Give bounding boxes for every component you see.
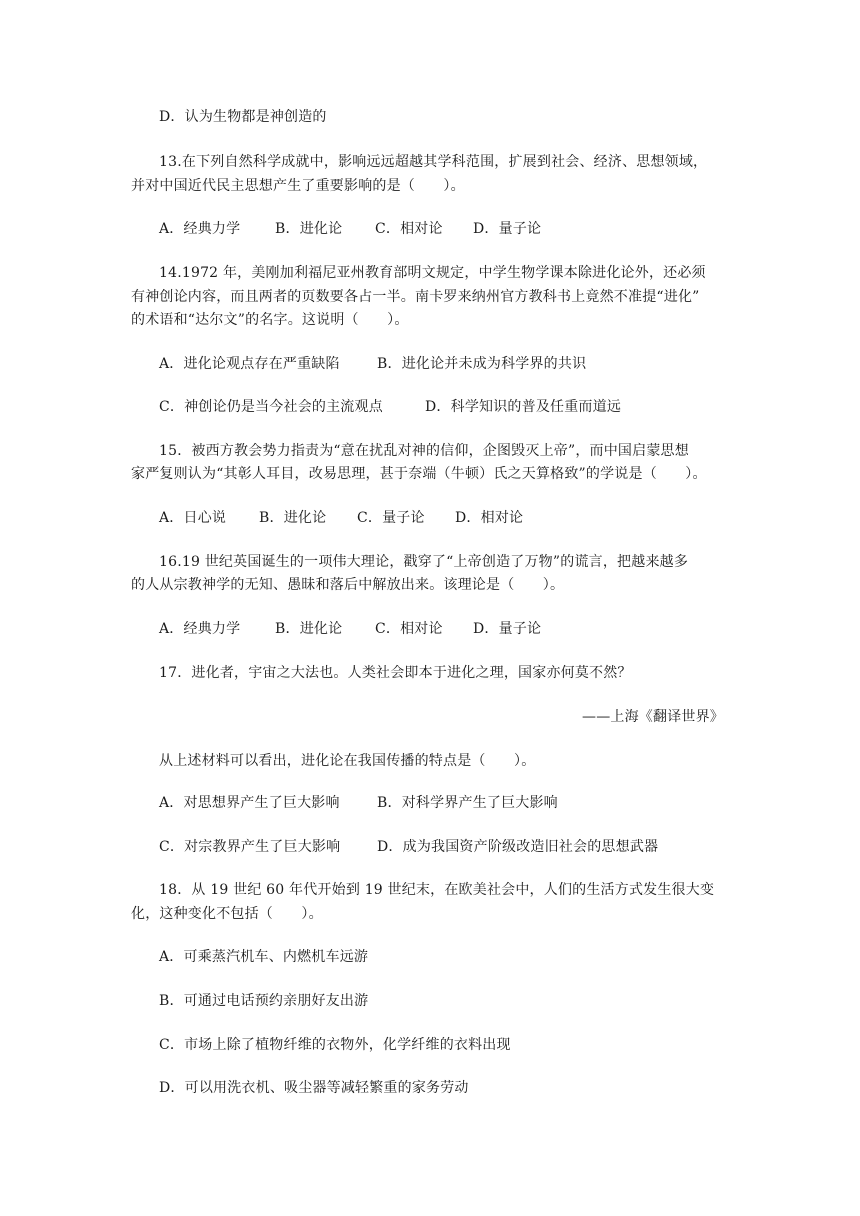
q18-stem-line2: 化，这种变化不包括（ ）。 (131, 906, 323, 922)
q13-stem-line2: 并对中国近代民主思想产生了重要影响的是（ ）。 (131, 178, 465, 194)
q18-option-a: A．可乘蒸汽机车、内燃机车远游 (159, 949, 369, 965)
q17-quote: 17．进化者，宇宙之大法也。人类社会即本于进化之理，国家亦何莫不然？ (159, 665, 632, 681)
q15-option-b: B．进化论 (259, 510, 327, 526)
q17-option-a: A．对思想界产生了巨大影响 (159, 795, 340, 811)
q17-stem: 从上述材料可以看出，进化论在我国传播的特点是（ ）。 (159, 753, 536, 769)
q18-option-b: B．可通过电话预约亲朋好友出游 (159, 993, 369, 1009)
q15-stem-line2: 家严复则认为“其彰人耳目，改易思理，甚于奈端（牛顿）氏之天算格致”的学说是（ ）。 (131, 466, 707, 482)
q18-stem-line1: 18．从 19 世纪 60 年代开始到 19 世纪末，在欧美社会中，人们的生活方式发生很大变 (159, 882, 715, 898)
q15-option-a: A．日心说 (159, 510, 227, 526)
q14-stem-line3: 的术语和“达尔文”的名字。这说明（ ）。 (131, 312, 409, 328)
q17-option-b: B．对科学界产生了巨大影响 (377, 795, 558, 811)
q16-options (159, 619, 541, 639)
q17-options-row2 (159, 837, 658, 857)
q14-stem-line2: 有神创论内容，而且两者的页数要各占一半。南卡罗来纳州官方教科书上竟然不准提“进化” (131, 289, 700, 305)
q14-options-row1 (159, 354, 586, 374)
q15-options (159, 508, 523, 528)
q17-option-d: D．成为我国资产阶级改造旧社会的思想武器 (377, 839, 659, 855)
q14-option-d: D．科学知识的普及任重而道远 (425, 399, 622, 415)
q15-stem-line1: 15．被西方教会势力指责为“意在扰乱对神的信仰，企图毁灭上帝”，而中国启蒙思想 (159, 443, 689, 459)
q13-option-d: D．量子论 (473, 221, 542, 237)
q16-option-d: D．量子论 (473, 621, 542, 637)
q14-options-row2 (159, 397, 621, 417)
q13-option-c: C．相对论 (375, 221, 443, 237)
q16-stem-line1: 16.19 世纪英国诞生的一项伟大理论，戳穿了“上帝创造了万物”的谎言，把越来越多 (159, 554, 689, 570)
q13-option-a: A．经典力学 (159, 221, 241, 237)
q13-option-b: B．进化论 (275, 221, 343, 237)
q16-option-a: A．经典力学 (159, 621, 241, 637)
q16-option-c: C．相对论 (375, 621, 443, 637)
q17-option-c: C．对宗教界产生了巨大影响 (159, 839, 341, 855)
q15-option-c: C．量子论 (357, 510, 425, 526)
q17-options-row1 (159, 793, 558, 813)
q18-option-c: C．市场上除了植物纤维的衣物外，化学纤维的衣料出现 (159, 1037, 511, 1053)
q16-option-b: B．进化论 (275, 621, 343, 637)
q14-stem-line1: 14.1972 年，美刚加利福尼亚州教育部明文规定，中学生物学课本除进化论外，还必须 (159, 265, 706, 281)
q14-option-a: A．进化论观点存在严重缺陷 (159, 356, 340, 372)
q14-option-b: B．进化论并未成为科学界的共识 (377, 356, 587, 372)
q18-option-d: D．可以用洗衣机、吸尘器等减轻繁重的家务劳动 (159, 1080, 469, 1096)
q12-option-d: D．认为生物都是神创造的 (159, 109, 327, 125)
q17-source: ——上海《翻译世界》 (582, 709, 724, 725)
q13-stem-line1: 13.在下列自然科学成就中，影响远远超越其学科范围，扩展到社会、经济、思想领域， (159, 154, 708, 170)
q16-stem-line2: 的人从宗教神学的无知、愚昧和落后中解放出来。该理论是（ ）。 (131, 577, 565, 593)
q14-option-c: C．神创论仍是当今社会的主流观点 (159, 399, 383, 415)
q13-options (159, 219, 541, 239)
q15-option-d: D．相对论 (455, 510, 524, 526)
